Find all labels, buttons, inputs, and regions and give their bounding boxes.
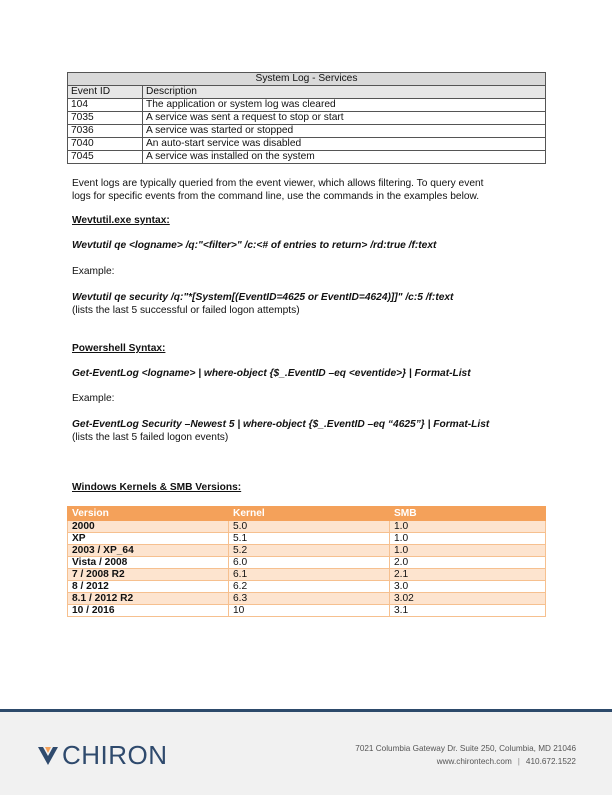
kernel-table-header	[68, 507, 546, 521]
event-id-cell: 104	[68, 99, 143, 112]
kernel-cell: 5.1	[229, 533, 390, 545]
kernel-smb-table	[67, 506, 546, 617]
wevtutil-example: Wevtutil qe security /q:"*[System[(EventID=4625 or EventID=4624)]]" /c:5 /f:text	[72, 292, 454, 303]
table-row	[68, 521, 546, 533]
company-website[interactable]: www.chirontech.com	[436, 757, 512, 766]
smb-cell: 1.0	[390, 545, 546, 557]
smb-cell: 2.0	[390, 557, 546, 569]
wevtutil-syntax: Wevtutil qe <logname> /q:"<filter>" /c:<# of entries to return> /rd:true /f:text	[72, 240, 437, 251]
event-id-cell: 7035	[68, 112, 143, 125]
powershell-example-label: Example:	[72, 393, 115, 404]
table-row	[68, 557, 546, 569]
intro-line-1: Event logs are typically queried from the event viewer, which allows filtering. To query event	[72, 178, 484, 189]
description-cell: The application or system log was cleared	[143, 99, 546, 112]
smb-cell: 3.1	[390, 605, 546, 617]
kernel-cell: 6.3	[229, 593, 390, 605]
smb-cell: 1.0	[390, 521, 546, 533]
table-row	[68, 138, 546, 151]
company-address-block	[355, 742, 576, 768]
table-row	[68, 581, 546, 593]
kernel-cell: 6.2	[229, 581, 390, 593]
wevtutil-heading: Wevtutil.exe syntax:	[72, 215, 170, 226]
table-row	[68, 125, 546, 138]
smb-cell: 1.0	[390, 533, 546, 545]
table-row	[68, 533, 546, 545]
logo-wordmark: CHIRON	[62, 740, 168, 770]
table-row	[68, 545, 546, 557]
chiron-logo	[36, 740, 168, 771]
version-cell: 8 / 2012	[68, 581, 229, 593]
page-footer	[0, 709, 612, 795]
event-id-cell: 7045	[68, 151, 143, 164]
version-cell: 7 / 2008 R2	[68, 569, 229, 581]
kernel-cell: 5.2	[229, 545, 390, 557]
header-description: Description	[143, 86, 546, 99]
table-row	[68, 99, 546, 112]
table-row	[68, 605, 546, 617]
wevtutil-example-label: Example:	[72, 266, 115, 277]
powershell-syntax: Get-EventLog <logname> | where-object {$_.EventID –eq <eventide>} | Format-List	[72, 368, 471, 379]
header-event-id: Event ID	[68, 86, 143, 99]
table-row	[68, 151, 546, 164]
powershell-example: Get-EventLog Security –Newest 5 | where-object {$_.EventID –eq “4625”} | Format-List	[72, 419, 490, 430]
kernel-cell: 10	[229, 605, 390, 617]
table-row	[68, 593, 546, 605]
event-id-cell: 7040	[68, 138, 143, 151]
version-cell: 10 / 2016	[68, 605, 229, 617]
powershell-heading: Powershell Syntax:	[72, 343, 166, 354]
kernels-heading: Windows Kernels & SMB Versions:	[72, 482, 242, 493]
kernel-cell: 6.1	[229, 569, 390, 581]
footer-separator: |	[517, 757, 520, 766]
kernel-cell: 6.0	[229, 557, 390, 569]
system-log-title: System Log - Services	[68, 73, 546, 86]
description-cell: An auto-start service was disabled	[143, 138, 546, 151]
chiron-shield-icon	[36, 745, 60, 767]
table-row	[68, 569, 546, 581]
table-row	[68, 112, 546, 125]
description-cell: A service was sent a request to stop or start	[143, 112, 546, 125]
smb-cell: 2.1	[390, 569, 546, 581]
system-log-table	[67, 72, 546, 164]
version-cell: 2000	[68, 521, 229, 533]
kernel-cell: 5.0	[229, 521, 390, 533]
event-id-cell: 7036	[68, 125, 143, 138]
version-cell: 8.1 / 2012 R2	[68, 593, 229, 605]
wevtutil-note: (lists the last 5 successful or failed logon attempts)	[72, 305, 300, 316]
description-cell: A service was started or stopped	[143, 125, 546, 138]
smb-cell: 3.0	[390, 581, 546, 593]
version-cell: 2003 / XP_64	[68, 545, 229, 557]
version-cell: Vista / 2008	[68, 557, 229, 569]
description-cell: A service was installed on the system	[143, 151, 546, 164]
header-kernel: Kernel	[229, 507, 390, 521]
version-cell: XP	[68, 533, 229, 545]
header-version: Version	[68, 507, 229, 521]
intro-line-2: logs for specific events from the command line, use the commands in the examples below.	[72, 191, 480, 202]
header-smb: SMB	[390, 507, 546, 521]
smb-cell: 3.02	[390, 593, 546, 605]
company-phone: 410.672.1522	[525, 757, 576, 766]
powershell-note: (lists the last 5 failed logon events)	[72, 432, 229, 443]
company-address: 7021 Columbia Gateway Dr. Suite 250, Columbia, MD 21046	[355, 744, 576, 753]
